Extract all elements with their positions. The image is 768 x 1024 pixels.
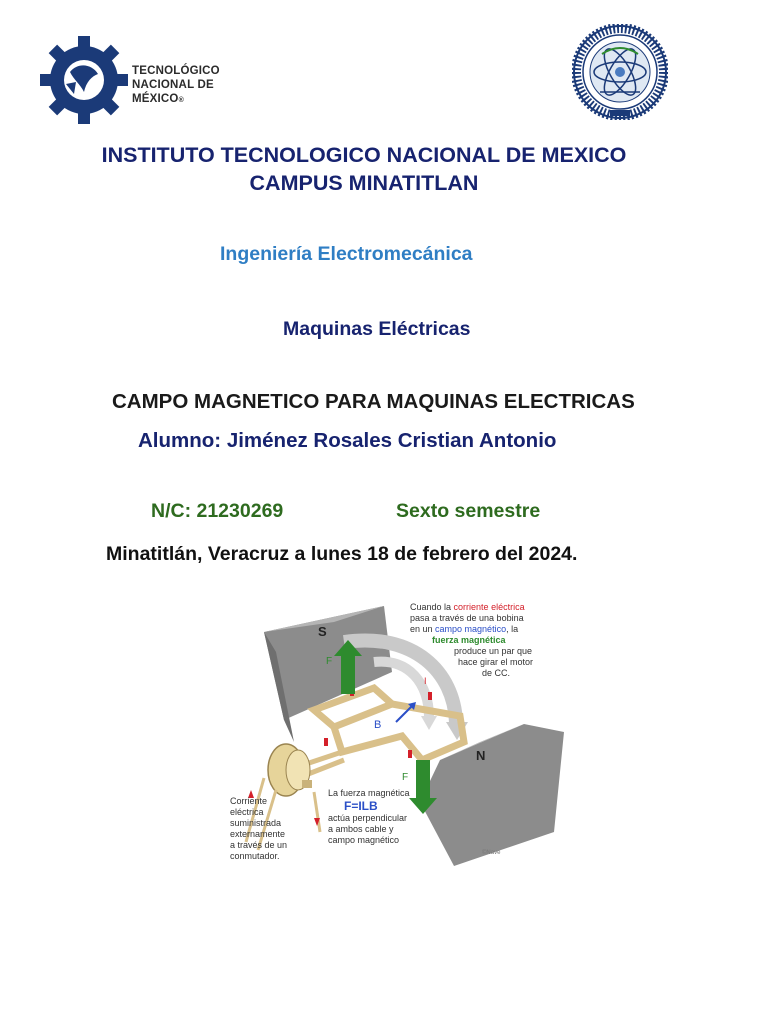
registered-mark: ® [178, 97, 184, 104]
gear-eagle-icon [38, 34, 130, 126]
bottom-note-line: a ambos cable y [328, 824, 394, 834]
control-number: N/C: 21230269 [151, 500, 284, 522]
institution-line-2: CAMPUS MINATITLAN [249, 171, 479, 195]
force-term: fuerza magnética [432, 635, 506, 645]
semester: Sexto semestre [396, 500, 541, 522]
top-note-text: , la [506, 624, 519, 634]
top-note-text: en un [410, 624, 436, 634]
atom-seal-icon [572, 24, 668, 120]
force-up-label: F [326, 656, 333, 667]
left-note-line: conmutador. [230, 851, 280, 861]
top-note-line: de CC. [482, 668, 511, 678]
career-name: Ingeniería Electromecánica [220, 243, 473, 265]
top-note [410, 602, 533, 679]
bottom-note [328, 788, 410, 846]
field-term: campo magnético [435, 624, 507, 634]
force-formula: F=ILB [344, 799, 378, 813]
subject-name: Maquinas Eléctricas [283, 318, 471, 340]
bottom-note-line: actúa perpendicular [328, 813, 408, 823]
top-note-line: produce un par que [454, 646, 533, 656]
current-term: corriente eléctrica [453, 602, 525, 612]
place-date: Minatitlán, Veracruz a lunes 18 de febrero del 2024. [106, 543, 578, 565]
logo-line-1: TECNOLÓGICO [132, 65, 220, 77]
top-note-text: Cuando la [410, 602, 454, 612]
tecnm-wordmark [132, 64, 242, 108]
dc-motor-figure [224, 592, 564, 870]
topic-title: CAMPO MAGNETICO PARA MAQUINAS ELECTRICAS [112, 390, 635, 413]
left-note [230, 796, 287, 862]
student-name: Alumno: Jiménez Rosales Cristian Antonio [138, 429, 557, 452]
left-note-line: a través de un [230, 840, 288, 850]
left-note-line: Corriente [230, 796, 268, 806]
left-note-line: externamente [230, 829, 286, 839]
bottom-note-line: La fuerza magnética [328, 788, 410, 798]
bottom-note-line: campo magnético [328, 835, 400, 845]
south-pole-label: S [318, 624, 327, 639]
itm-seal [572, 24, 668, 120]
institution-line-1: INSTITUTO TECNOLOGICO NACIONAL DE MEXICO [101, 143, 627, 167]
tecnm-logo [38, 34, 238, 126]
top-note-line: hace girar el motor [458, 657, 534, 667]
left-note-line: suministrada [230, 818, 282, 828]
top-note-line: pasa a través de una bobina [410, 613, 524, 623]
image-credit: ©Nave [482, 850, 501, 856]
field-label: B [374, 719, 382, 731]
current-label: I [424, 676, 427, 686]
north-pole-label: N [476, 748, 486, 763]
force-down-label: F [402, 772, 409, 783]
left-note-line: eléctrica [230, 807, 264, 817]
logo-line-2: NACIONAL DE MÉXICO [132, 79, 214, 105]
